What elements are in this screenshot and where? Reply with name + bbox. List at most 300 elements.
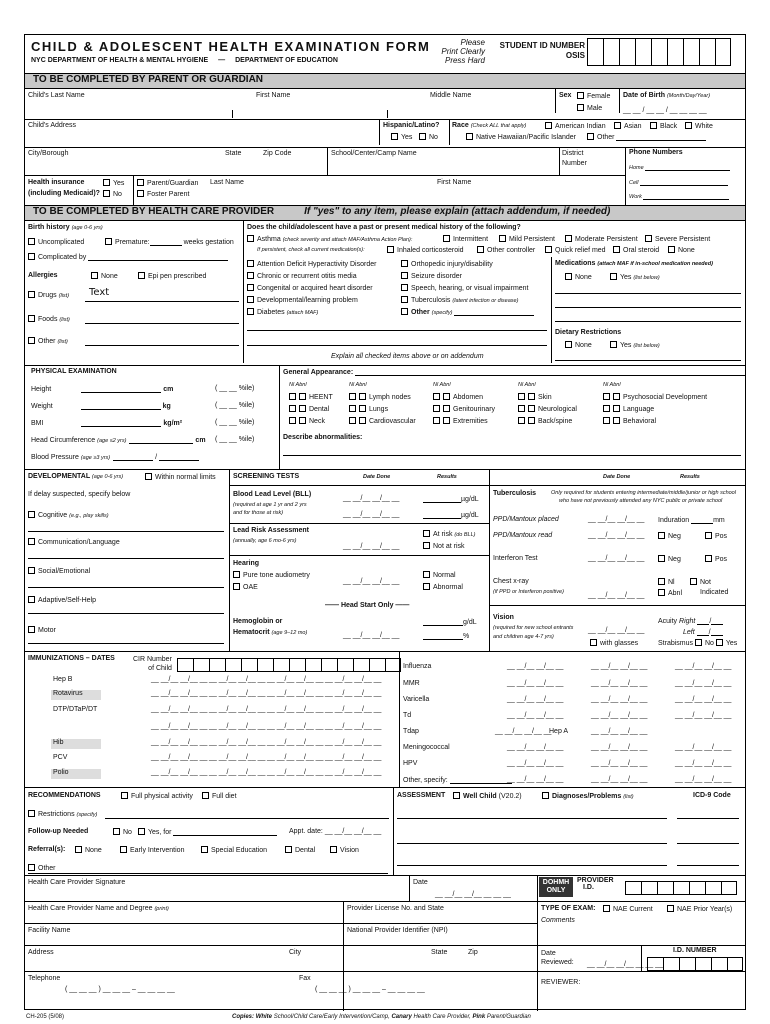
bll-note-1: (required at age 1 yr and 2 yrs	[233, 502, 307, 508]
imm-date-field[interactable]: __ __/__ __/__ __	[209, 754, 266, 761]
hispanic-yes[interactable]: Yes	[391, 133, 412, 141]
imm-hepb: Hep B	[53, 676, 73, 683]
ref-none[interactable]: None	[75, 846, 102, 854]
vision-note-1: (required for new school entrants	[493, 625, 574, 631]
imm-date-field[interactable]: __ __/__ __/__ __	[675, 680, 732, 687]
assessment-well-child[interactable]: Well Child (V20.2)	[453, 792, 522, 800]
imm-date-field[interactable]: __ __/__ __/__ __	[325, 754, 382, 761]
imm-date-field[interactable]: __ __/__ __/__ __	[267, 706, 324, 713]
health-exam-form	[24, 34, 746, 1010]
hearing-pure-tone[interactable]: Pure tone audiometry	[233, 571, 310, 579]
imm-date-field[interactable]: __ __/__ __/__ __	[267, 769, 324, 776]
student-id-boxes[interactable]	[587, 38, 731, 66]
address-label: Child's Address	[28, 122, 77, 129]
exam-language[interactable]: Language	[603, 405, 654, 413]
history-adhd[interactable]: Attention Deficit Hyperactivity Disorder	[247, 260, 376, 268]
hearing-oae[interactable]: OAE	[233, 583, 258, 591]
hispanic-no[interactable]: No	[419, 133, 438, 141]
imm-date-field[interactable]: __ __/__ __/__ __	[507, 744, 564, 751]
parent-guardian-option[interactable]: Parent/Guardian	[137, 179, 198, 187]
screening-date-done: Date Done	[363, 474, 391, 480]
imm-date-field[interactable]: __ __/__ __/__ __	[507, 680, 564, 687]
xray-nl[interactable]: Nl	[658, 578, 675, 586]
imm-date-field[interactable]: __ __/__ __/__ __	[591, 760, 648, 767]
zip-label: Zip Code	[263, 150, 292, 157]
foster-parent-option[interactable]: Foster Parent	[137, 190, 189, 198]
provider-name-label: Health Care Provider Name and Degree (print)	[28, 905, 169, 912]
imm-date-field[interactable]: __ __/__ __/__ __	[325, 676, 382, 683]
ref-dental[interactable]: Dental	[285, 846, 315, 854]
imm-tdap: Tdap	[403, 728, 419, 735]
exam-behavioral[interactable]: Behavioral	[603, 417, 656, 425]
imm-date-field[interactable]: __ __/__ __/__ __	[675, 776, 732, 783]
imm-date-field[interactable]: __ __/__ __/__ __	[507, 712, 564, 719]
race-black[interactable]: Black	[650, 122, 677, 130]
general-appearance-label: General Appearance:	[283, 368, 745, 376]
exam-dental[interactable]: Dental	[289, 405, 329, 413]
exam-lungs[interactable]: Lungs	[349, 405, 388, 413]
birth-uncomplicated[interactable]: Uncomplicated	[28, 238, 84, 246]
height-pctile[interactable]: ( __ __ %ile)	[215, 385, 255, 392]
history-tuberculosis[interactable]: Tuberculosis (latent infection or disease)	[401, 296, 518, 304]
sex-male[interactable]: Male	[577, 104, 602, 112]
student-id-label	[495, 41, 585, 61]
imm-date-field[interactable]: __ __/__ __/__ __	[267, 754, 324, 761]
strabismus-field[interactable]: Strabismus No Yes	[658, 640, 738, 647]
nl-abnl-header-4: Nl Abnl	[518, 382, 536, 388]
comments-label: Comments	[541, 917, 575, 924]
head-pctile[interactable]: ( __ __ %ile)	[215, 436, 255, 443]
bll-date-2[interactable]: __ __/__ __/__ __	[343, 511, 400, 518]
bll-result-1[interactable]: µg/dL	[423, 495, 479, 503]
height-row[interactable]: Height cm	[31, 386, 174, 393]
imm-date-field[interactable]: __ __/__ __/__ __	[325, 690, 382, 697]
history-developmental[interactable]: Developmental/learning problem	[247, 296, 358, 304]
exam-skin[interactable]: Skin	[518, 393, 552, 401]
exam-nae-current[interactable]: NAE Current	[603, 905, 653, 913]
phone-numbers-label: Phone Numbers	[629, 149, 683, 156]
med-quick-relief[interactable]: Quick relief med	[545, 246, 606, 254]
hearing-label: Hearing	[233, 560, 260, 567]
imm-date-field[interactable]: __ __/__ __/__ __	[325, 769, 382, 776]
exam-abdomen[interactable]: Abdomen	[433, 393, 483, 401]
imm-date-field[interactable]: __ __/__ __/__ __	[151, 690, 208, 697]
dietary-yes[interactable]: Yes (list below)	[610, 341, 660, 349]
rec-full-diet[interactable]: Full diet	[202, 792, 237, 800]
imm-date-field[interactable]: __ __/__ __/__ __	[591, 776, 648, 783]
imm-td: Td	[403, 712, 412, 719]
imm-date-field[interactable]: __ __/__ __/__ __	[267, 723, 324, 730]
hearing-normal[interactable]: Normal	[423, 571, 456, 579]
med-oral-steroid[interactable]: Oral steroid	[613, 246, 659, 254]
bmi-row[interactable]: BMI kg/m²	[31, 420, 183, 427]
exam-back[interactable]: Back/spine	[518, 417, 572, 425]
history-orthopedic[interactable]: Orthopedic injury/disability	[401, 260, 493, 268]
xray-date[interactable]: __ __/__ __/__ __	[588, 592, 645, 599]
dev-social[interactable]: Social/Emotional	[28, 567, 90, 575]
print-clearly-note	[425, 38, 485, 65]
dev-communication[interactable]: Communication/Language	[28, 538, 120, 546]
physical-exam-title: PHYSICAL EXAMINATION	[31, 368, 117, 375]
imm-date-field[interactable]: __ __/__ __/__ __	[675, 744, 732, 751]
imm-date-field[interactable]: __ __/__ __/__ __	[267, 690, 324, 697]
imm-date-field[interactable]: __ __/__ __/__ __	[151, 676, 208, 683]
nl-abnl-header-3: Nl Abnl	[433, 382, 451, 388]
imm-date-field[interactable]: __ __/__ __/__ __	[495, 728, 552, 735]
ref-special-education[interactable]: Special Education	[201, 846, 267, 854]
hearing-abnormal[interactable]: Abnormal	[423, 583, 463, 591]
npi-label: National Provider Identifier (NPI)	[347, 927, 448, 934]
imm-date-field[interactable]: __ __/__ __/__ __	[151, 723, 208, 730]
allergies-drugs[interactable]: Drugs (list)	[28, 291, 69, 299]
dietary-none[interactable]: None	[565, 341, 592, 349]
hematocrit-result[interactable]: %	[423, 632, 469, 640]
nl-abnl-header-1: Nl Abnl	[289, 382, 307, 388]
dob-label: Date of Birth (Month/Day/Year)	[623, 92, 711, 99]
med-other-controller[interactable]: Other controller	[477, 246, 535, 254]
asthma-mild[interactable]: Mild Persistent	[499, 235, 555, 243]
imm-date-field[interactable]: __ __/__ __/__ __	[591, 663, 648, 670]
race-other[interactable]: Other	[587, 133, 706, 141]
vision-note-2: and children age 4-7 yrs)	[493, 634, 554, 640]
exam-cardio[interactable]: Cardiovascular	[349, 417, 416, 425]
ppd-pos[interactable]: Pos	[705, 532, 727, 540]
id-number-label: I.D. NUMBER	[673, 947, 717, 954]
imm-date-field[interactable]: __ __/__ __/__ __	[325, 723, 382, 730]
imm-date-field[interactable]: __ __/__ __/__ __	[507, 663, 564, 670]
vision-with-glasses[interactable]: with glasses	[590, 639, 638, 647]
dietary-label: Dietary Restrictions	[555, 329, 622, 336]
medications-yes[interactable]: Yes (list below)	[610, 273, 660, 281]
imm-hepa: Hep A	[549, 728, 569, 735]
reviewer-id-boxes[interactable]	[647, 957, 743, 971]
drugs-typed-value[interactable]: Text	[89, 287, 110, 298]
screening-results: Results	[437, 474, 457, 480]
head-start-only: —— Head Start Only ——	[325, 602, 410, 609]
exam-psycho[interactable]: Psychosocial Development	[603, 393, 707, 401]
print-clearly-text: Print Clearly	[441, 47, 485, 56]
birth-premature[interactable]: Premature: weeks gestation	[105, 238, 234, 246]
hematocrit-label: Hematocrit (age 9–12 mo)	[233, 629, 308, 636]
history-heart[interactable]: Congenital or acquired heart disorder	[247, 284, 373, 292]
ppd-read-label: PPD/Mantoux read	[493, 532, 553, 539]
race-native-hawaiian[interactable]: Native Hawaiian/Pacific Islander	[466, 133, 576, 141]
state-label: State	[225, 150, 242, 157]
acuity-right[interactable]: Acuity Right /	[658, 617, 723, 625]
medications-none[interactable]: None	[565, 273, 592, 281]
imm-dtp: DTP/DTaP/DT	[53, 706, 98, 713]
allergies-epi-pen[interactable]: Epi pen prescribed	[138, 272, 206, 280]
tb-date-done: Date Done	[603, 474, 631, 480]
exam-extremities[interactable]: Extremities	[433, 417, 488, 425]
form-title: CHILD & ADOLESCENT HEALTH EXAMINATION FORM	[31, 39, 431, 54]
cir-number-boxes[interactable]	[177, 658, 401, 672]
weight-row[interactable]: Weight kg	[31, 403, 171, 410]
sex-female[interactable]: Female	[577, 92, 610, 100]
xray-note: (if PPD or Interferon positive)	[493, 589, 564, 595]
assessment-diagnoses[interactable]: Diagnoses/Problems (list)	[542, 792, 634, 800]
med-none[interactable]: None	[668, 246, 695, 254]
first-name-label: First Name	[256, 92, 291, 99]
history-seizure[interactable]: Seizure disorder	[401, 272, 462, 280]
exam-neuro[interactable]: Neurological	[518, 405, 577, 413]
state-label-2: State	[431, 949, 448, 956]
imm-pcv: PCV	[53, 754, 68, 761]
imm-date-field[interactable]: __ __/__ __/__ __	[507, 696, 564, 703]
provider-id-boxes[interactable]	[625, 881, 737, 895]
tb-note-1: Only required for students entering intermediate/middle/junior or high school	[551, 490, 736, 496]
imm-date-field[interactable]: __ __/__ __/__ __	[151, 739, 208, 746]
dept-left: NYC DEPARTMENT OF HEALTH & MENTAL HYGIENE	[31, 57, 209, 64]
if-delay-label: If delay suspected, specify below	[28, 491, 131, 498]
exam-heent[interactable]: HEENT	[289, 393, 333, 401]
developmental-title: DEVELOPMENTAL (age 0-6 yrs)	[28, 473, 124, 480]
insurance-yes[interactable]: Yes	[103, 179, 124, 187]
imm-date-field[interactable]: __ __/__ __/__ __	[209, 706, 266, 713]
insurance-label-2: (including Medicaid)?	[28, 190, 100, 197]
dept-dash: —	[218, 57, 226, 64]
xray-abnl[interactable]: Abnl	[658, 589, 682, 597]
signature-date-label: Date	[413, 879, 428, 886]
imm-date-field[interactable]: __ __/__ __/__ __	[675, 760, 732, 767]
tb-note-2: who have not previously attended any NYC public or private school	[559, 498, 723, 504]
guardian-first-name-label: First Name	[437, 179, 472, 186]
asthma-intermittent[interactable]: Intermittent	[443, 235, 488, 243]
provider-id-label: PROVIDER I.D.	[577, 877, 614, 891]
history-asthma[interactable]: Asthma (check severity and attach MAF/Asthma Action Plan):	[247, 235, 412, 243]
blood-pressure-row[interactable]: Blood Pressure (age ≥3 yrs) /	[31, 453, 199, 461]
dev-adaptive[interactable]: Adaptive/Self-Help	[28, 596, 96, 604]
type-of-exam-label: TYPE OF EXAM:	[541, 905, 596, 912]
interferon-neg[interactable]: Neg	[658, 555, 681, 563]
lead-risk-label: Lead Risk Assessment	[233, 527, 309, 534]
dev-motor[interactable]: Motor	[28, 626, 56, 634]
work-phone[interactable]: Work	[629, 192, 729, 200]
fax-label: Fax	[299, 975, 311, 982]
home-phone[interactable]: Home	[629, 163, 730, 171]
describe-abnormalities: Describe abnormalities:	[283, 434, 363, 441]
ref-other[interactable]: Other	[28, 864, 56, 872]
imm-date-field[interactable]: __ __/__ __/__ __	[507, 776, 564, 783]
imm-hpv: HPV	[403, 760, 418, 767]
department-line	[31, 57, 338, 64]
hearing-date[interactable]: __ __/__ __/__ __	[343, 578, 400, 585]
imm-date-field[interactable]: __ __/__ __/__ __	[209, 739, 266, 746]
dev-cognitive[interactable]: Cognitive (e.g., play skills)	[28, 511, 109, 519]
assessment-label: ASSESSMENT	[397, 792, 446, 799]
provider-section-band: TO BE COMPLETED BY HEALTH CARE PROVIDER If "yes" to any item, please explain (attach addendum, if needed)	[25, 205, 745, 221]
weight-pctile[interactable]: ( __ __ %ile)	[215, 402, 255, 409]
if-persistent-label: If persistent, check all current medication(s):	[257, 247, 365, 253]
middle-name-label: Middle Name	[430, 92, 472, 99]
race-asian[interactable]: Asian	[614, 122, 642, 130]
lead-risk-date[interactable]: __ __/__ __/__ __	[343, 543, 400, 550]
date-reviewed-label: Date Reviewed:	[541, 950, 574, 966]
history-speech[interactable]: Speech, hearing, or visual impairment	[401, 284, 529, 292]
signature-date-field[interactable]: __ __/__ __/__ __ __ __	[435, 891, 511, 898]
dohmh-only-badge: DOHMH ONLY	[539, 877, 573, 897]
medications-label: Medications (attach MAF if in-school medication needed)	[555, 260, 713, 267]
imm-meningococcal: Meningococcal	[403, 744, 450, 751]
imm-date-field[interactable]: __ __/__ __/__ __	[675, 712, 732, 719]
ref-early-intervention[interactable]: Early Intervention	[120, 846, 184, 854]
address-label-2: Address	[28, 949, 54, 956]
imm-date-field[interactable]: __ __/__ __/__ __	[591, 680, 648, 687]
race-american-indian[interactable]: American Indian	[545, 122, 606, 130]
allergies-other[interactable]: Other (list)	[28, 337, 68, 345]
history-otitis[interactable]: Chronic or recurrent otitis media	[247, 272, 357, 280]
birth-history-label: Birth history (age 0-6 yrs)	[28, 224, 103, 231]
telephone-label: Telephone	[28, 975, 61, 982]
bll-note-2: and for those at risk)	[233, 510, 284, 516]
allergies-none[interactable]: None	[91, 272, 118, 280]
imm-date-field[interactable]: __ __/__ __/__ __	[591, 696, 648, 703]
tb-results: Results	[680, 474, 700, 480]
hemoglobin-result[interactable]: g/dL	[423, 618, 477, 626]
license-label: Provider License No. and State	[347, 905, 444, 912]
imm-date-field[interactable]: __ __/__ __/__ __	[151, 706, 208, 713]
imm-date-field[interactable]: __ __/__ __/__ __	[591, 744, 648, 751]
imm-date-field[interactable]: __ __/__ __/__ __	[209, 690, 266, 697]
rec-full-activity[interactable]: Full physical activity	[121, 792, 193, 800]
recommendations-title: RECOMMENDATIONS	[28, 792, 101, 799]
imm-date-field[interactable]: __ __/__ __/__ __	[675, 663, 732, 670]
insurance-no[interactable]: No	[103, 190, 122, 198]
history-question: Does the child/adolescent have a past or present medical history of the following?	[247, 224, 521, 231]
hispanic-label: Hispanic/Latino?	[383, 122, 440, 129]
exam-nae-prior[interactable]: NAE Prior Year(s)	[667, 905, 732, 913]
ppd-placed-label: PPD/Mantoux placed	[493, 516, 559, 523]
provider-signature-label: Health Care Provider Signature	[28, 879, 126, 886]
immunizations-title: IMMUNIZATIONS – DATES	[28, 655, 115, 662]
osis-text: OSIS	[565, 51, 585, 60]
copies-note: Copies: White School/Child Care/Early Intervention/Camp, Canary Health Care Provider, Pink Parent/Guardian	[232, 1014, 531, 1020]
exam-genito[interactable]: Genitourinary	[433, 405, 495, 413]
dept-right: DEPARTMENT OF EDUCATION	[235, 57, 338, 64]
screening-title: SCREENING TESTS	[233, 473, 300, 480]
sex-label: Sex	[559, 92, 572, 99]
imm-date-field[interactable]: __ __/__ __/__ __	[325, 706, 382, 713]
follow-up-no[interactable]: No	[113, 828, 132, 836]
cir-label: CIR Number of Child	[133, 656, 172, 672]
imm-date-field[interactable]: __ __/__ __/__ __	[209, 723, 266, 730]
imm-mmr: MMR	[403, 680, 420, 687]
imm-date-field[interactable]: __ __/__ __/__ __	[151, 769, 208, 776]
follow-up-yes[interactable]: Yes, for	[138, 828, 277, 836]
appt-date[interactable]: Appt. date: __ __/__ __/__ __	[289, 828, 382, 835]
lead-at-risk[interactable]: At risk (do BLL)	[423, 530, 476, 538]
follow-up-label: Follow-up Needed	[28, 828, 89, 835]
head-circumference-row[interactable]: Head Circumference (age ≤2 yrs) cm	[31, 437, 206, 444]
rec-restrictions[interactable]: Restrictions (specify)	[28, 810, 97, 818]
imm-varicella: Varicella	[403, 696, 430, 703]
asthma-severe[interactable]: Severe Persistent	[645, 235, 710, 243]
vision-label: Vision	[493, 614, 514, 621]
imm-rotavirus: Rotavirus	[51, 690, 101, 700]
date-reviewed-field[interactable]: __ __/__ __/__ __ __ __	[587, 961, 663, 968]
guardian-last-name-label: Last Name	[210, 179, 244, 186]
imm-hib: Hib	[51, 739, 101, 749]
exam-lymph[interactable]: Lymph nodes	[349, 393, 411, 401]
icd-code-label: ICD-9 Code	[693, 792, 731, 799]
ref-vision[interactable]: Vision	[330, 846, 359, 854]
zip-label-2: Zip	[468, 949, 478, 956]
race-white[interactable]: White	[685, 122, 713, 130]
interferon-label: Interferon Test	[493, 555, 538, 562]
hemoglobin-label: Hemoglobin or	[233, 618, 283, 625]
birth-complicated-by[interactable]: Complicated by	[28, 253, 228, 261]
dob-field[interactable]: __ __ / __ __ / __ __ __ __	[623, 107, 707, 114]
ppd-neg[interactable]: Neg	[658, 532, 681, 540]
bll-date-1[interactable]: __ __/__ __/__ __	[343, 495, 400, 502]
imm-influenza: Influenza	[403, 663, 432, 670]
interferon-date[interactable]: __ __/__ __/__ __	[588, 555, 645, 562]
imm-other[interactable]: Other, specify:	[403, 776, 512, 784]
exam-neck[interactable]: Neck	[289, 417, 325, 425]
imm-date-field[interactable]: __ __/__ __/__ __	[267, 739, 324, 746]
hemoglobin-date[interactable]: __ __/__ __/__ __	[343, 632, 400, 639]
acuity-left[interactable]: Left /	[683, 628, 723, 636]
xray-not-indicated[interactable]: Not	[690, 578, 711, 586]
number-label: Number	[562, 160, 587, 167]
cell-phone[interactable]: Cell	[629, 178, 728, 186]
please-text: Please	[460, 38, 485, 47]
city-label: City/Borough	[28, 150, 69, 157]
bll-result-2[interactable]: µg/dL	[423, 511, 479, 519]
imm-polio: Polio	[51, 769, 101, 779]
induration-field[interactable]: Induration mm	[658, 517, 725, 524]
district-label: District	[562, 150, 584, 157]
xray-indicated-text: Indicated	[700, 589, 729, 596]
last-name-label: Child's Last Name	[28, 92, 85, 99]
imm-date-field[interactable]: __ __/__ __/__ __	[591, 728, 648, 735]
med-inhaled[interactable]: Inhaled corticosteroid	[387, 246, 464, 254]
allergies-foods[interactable]: Foods (list)	[28, 315, 70, 323]
telephone-field[interactable]: ( __ __ __ ) __ __ __ – __ __ __ __	[65, 986, 175, 993]
allergies-label: Allergies	[28, 272, 58, 279]
imm-date-field[interactable]: __ __/__ __/__ __	[325, 739, 382, 746]
imm-date-field[interactable]: __ __/__ __/__ __	[209, 769, 266, 776]
city-label-2: City	[289, 949, 302, 956]
bll-label: Blood Lead Level (BLL)	[233, 491, 312, 498]
asthma-moderate[interactable]: Moderate Persistent	[565, 235, 638, 243]
imm-date-field[interactable]: __ __/__ __/__ __	[675, 696, 732, 703]
developmental-within-normal[interactable]: Within normal limits	[145, 473, 216, 481]
bmi-pctile[interactable]: ( __ __ %ile)	[215, 419, 255, 426]
imm-date-field[interactable]: __ __/__ __/__ __	[591, 712, 648, 719]
form-code: CH-205 (5/08)	[26, 1014, 65, 1020]
imm-date-field[interactable]: __ __/__ __/__ __	[507, 760, 564, 767]
press-hard-text: Press Hard	[444, 56, 485, 65]
ppd-read-date[interactable]: __ __/__ __/__ __	[588, 532, 645, 539]
parent-section-band: TO BE COMPLETED BY PARENT OR GUARDIAN	[25, 73, 745, 89]
ppd-placed-date[interactable]: __ __/__ __/__ __	[588, 516, 645, 523]
fax-field[interactable]: ( __ __ __ ) __ __ __ – __ __ __ __	[315, 986, 425, 993]
interferon-pos[interactable]: Pos	[705, 555, 727, 563]
imm-date-field[interactable]: __ __/__ __/__ __	[151, 754, 208, 761]
facility-name-label: Facility Name	[28, 927, 71, 934]
history-other[interactable]: Other (specify)	[401, 308, 534, 316]
tb-label: Tuberculosis	[493, 490, 537, 497]
xray-label: Chest x-ray	[493, 578, 529, 585]
nl-abnl-header-2: Nl Abnl	[349, 382, 367, 388]
history-diabetes[interactable]: Diabetes (attach MAF)	[247, 308, 318, 316]
lead-risk-note: (annually, age 6 mo-6 yrs)	[233, 538, 297, 544]
vision-date[interactable]: __ __/__ __/__ __	[588, 627, 645, 634]
lead-not-at-risk[interactable]: Not at risk	[423, 542, 465, 550]
imm-date-field[interactable]: __ __/__ __/__ __	[209, 676, 266, 683]
imm-date-field[interactable]: __ __/__ __/__ __	[267, 676, 324, 683]
